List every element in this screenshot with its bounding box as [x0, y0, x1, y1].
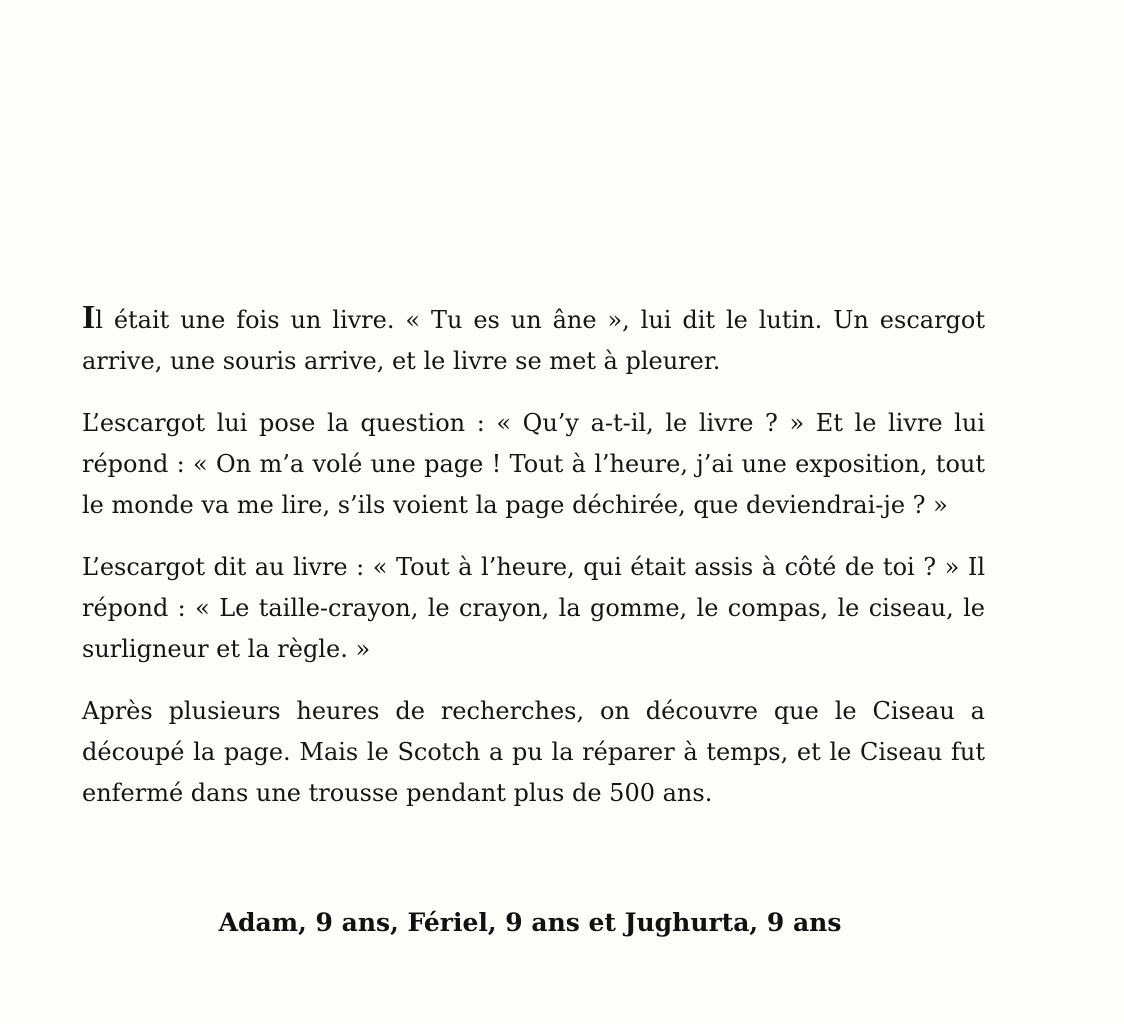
- authors-signature: Adam, 9 ans, Fériel, 9 ans et Jughurta, 9 ans: [218, 908, 842, 937]
- initial-letter: I: [82, 299, 96, 336]
- paragraph-1-text: l était une fois un livre. « Tu es un âne », lui dit le lutin. Un escargot arrive, une souris arrive, et le livre se met à pleurer.: [82, 306, 985, 375]
- paragraph-4: Après plusieurs heures de recherches, on découvre que le Ciseau a découpé la page. Mais le Scotch a pu la réparer à temps, et le Ciseau fut enfermé dans une trousse pendant plus de 500 ans.: [82, 697, 985, 807]
- story-text: [82, 297, 985, 835]
- paragraph-2: L’escargot lui pose la question : « Qu’y a-t-il, le livre ? » Et le livre lui répond : « On m’a volé une page ! Tout à l’heure, j’ai une exposition, tout le monde va me lire, s’ils voient la page déchirée, que deviendrai-je ? »: [82, 409, 985, 519]
- paragraph-3: L’escargot dit au livre : « Tout à l’heure, qui était assis à côté de toi ? » Il répond : « Le taille-crayon, le crayon, la gomme, le compas, le ciseau, le surligneur et la règle. »: [82, 553, 985, 663]
- paragraph-1: [82, 297, 985, 382]
